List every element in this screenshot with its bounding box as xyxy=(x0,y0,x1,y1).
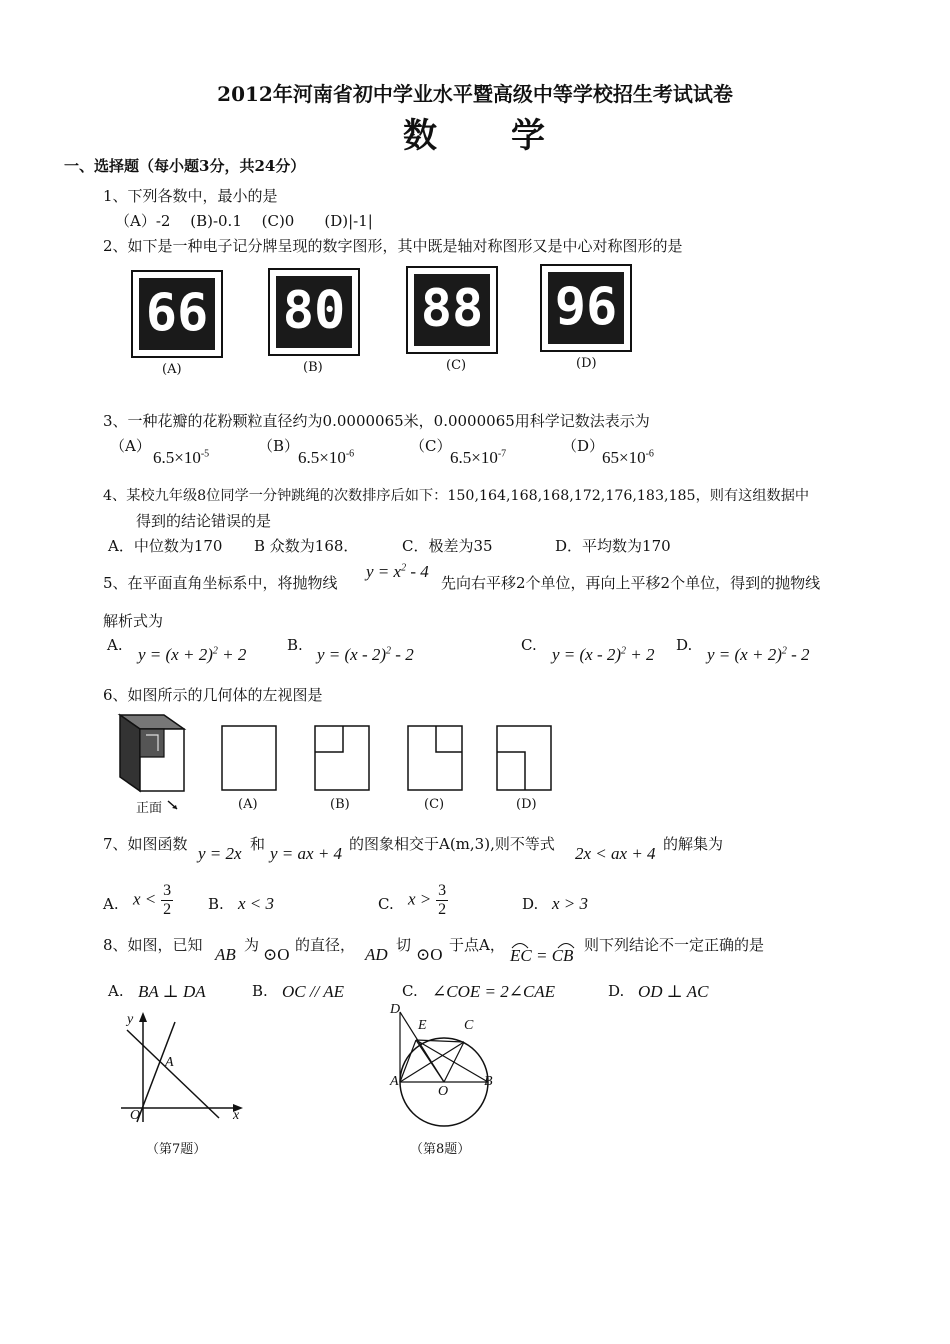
q7-label-a: A. xyxy=(103,895,119,913)
q5-option-a: $y = (x + 2)^2 + 2$ xyxy=(138,645,247,664)
q7-stem-c: 的解集为 xyxy=(663,835,724,853)
q7-inequality: 2x < ax + 4 xyxy=(575,844,656,863)
q8-circle-figure xyxy=(386,1002,506,1138)
q5-label-a: A. xyxy=(107,636,123,654)
q5-label-b: B. xyxy=(287,636,303,654)
scoreboard-b xyxy=(268,268,360,356)
q8-label-b: B. xyxy=(252,982,268,1000)
q6-label-a: (A) xyxy=(238,797,258,812)
q3-label-a: （A） xyxy=(110,437,151,455)
q5-stem-a: 5、在平面直角坐标系中，将抛物线 xyxy=(103,574,338,592)
q5-label-d: D. xyxy=(676,636,693,654)
q8-option-d: OD ⊥ AC xyxy=(638,982,709,1001)
q6-view-a xyxy=(220,724,278,792)
scoreboard-d xyxy=(540,264,632,352)
q3-option-a: $6.5\times 10^{-5}$ xyxy=(153,448,210,467)
q8-option-b: OC // AE xyxy=(282,982,345,1001)
exam-title: 2012年河南省初中学业水平暨高级中等学校招生考试试卷 xyxy=(217,82,733,106)
q7-option-b: x < 3 xyxy=(238,894,275,913)
q7-stem-b: 的图象相交于A(m,3),则不等式 xyxy=(349,835,555,853)
fig8-c-label: C xyxy=(464,1018,474,1033)
front-arrow-icon xyxy=(166,799,180,811)
q5-stem-line2: 解析式为 xyxy=(103,612,164,630)
fig8-e-label: E xyxy=(418,1018,427,1033)
fig8-a-label: A xyxy=(390,1074,399,1089)
q7-function-1: y = 2x xyxy=(198,844,242,863)
q7-option-c: x > $\frac{3}{2}$ xyxy=(408,882,447,918)
q6-stem: 6、如图所示的几何体的左视图是 xyxy=(103,686,323,704)
q5-option-d: $y = (x + 2)^2 - 2$ xyxy=(707,645,810,664)
q1-stem: 1、下列各数中，最小的是 xyxy=(103,187,278,205)
q6-label-b: (B) xyxy=(330,797,350,812)
fig8-o-label: O xyxy=(438,1084,449,1099)
fig7-y-label: y xyxy=(127,1012,134,1027)
q4-option-a: A．中位数为170 xyxy=(108,537,223,555)
q8-stem-c: 于点A， xyxy=(449,936,505,954)
q2-label-a: (A) xyxy=(162,362,182,377)
q2-label-b: (B) xyxy=(303,360,323,375)
q7-function-2: y = ax + 4 xyxy=(270,844,343,863)
digits-d: 96 xyxy=(548,272,624,344)
q5-option-b: y = (x - 2)$^2$ - 2 xyxy=(317,645,414,664)
q7-and: 和 xyxy=(250,835,266,853)
q3-option-b: $6.5\times 10^{-6}$ xyxy=(298,448,355,467)
q8-stem-d: 则下列结论不一定正确的是 xyxy=(584,936,765,954)
q3-stem: 3、一种花瓣的花粉颗粒直径约为0.0000065米，0.0000065用科学记数法表示为 xyxy=(103,412,650,430)
q8-wei: 为 xyxy=(244,936,260,954)
q5-option-c: y = (x - 2)$^2$ + 2 xyxy=(552,645,655,664)
q4-option-d: D．平均数为170 xyxy=(555,537,671,555)
digits-a: 66 xyxy=(139,278,215,350)
q8-arc-equality: EC = CB xyxy=(510,946,574,965)
q8-label-d: D. xyxy=(608,982,625,1000)
q3-option-c: $6.5\times 10^{-7}$ xyxy=(450,448,507,467)
fig8-caption: （第8题） xyxy=(410,1142,471,1157)
q6-front-label: 正面 xyxy=(136,801,163,816)
fig7-point-a-label: A xyxy=(165,1055,174,1070)
q6-solid-figure xyxy=(112,705,192,795)
q7-label-c: C. xyxy=(378,895,394,913)
scoreboard-a xyxy=(131,270,223,358)
fig7-origin-label: O xyxy=(130,1108,141,1123)
subject-title: 数 学 xyxy=(403,116,547,156)
fig7-x-label: x xyxy=(233,1108,240,1123)
q7-stem-a: 7、如图函数 xyxy=(103,835,188,853)
q3-label-b: （B） xyxy=(258,437,300,455)
fig7-caption: （第7题） xyxy=(146,1142,207,1157)
q7-option-d: x > 3 xyxy=(552,894,589,913)
q6-view-d xyxy=(495,724,553,792)
q2-label-c: (C) xyxy=(446,358,467,373)
q8-qie: 切 xyxy=(396,936,412,954)
q8-stem-b: 的直径， xyxy=(295,936,356,954)
digits-c: 88 xyxy=(414,274,490,346)
q2-label-d: (D) xyxy=(576,356,597,371)
q2-stem: 2、如下是一种电子记分牌呈现的数字图形，其中既是轴对称图形又是中心对称图形的是 xyxy=(103,237,683,255)
q6-view-b xyxy=(313,724,371,792)
q7-label-d: D. xyxy=(522,895,539,913)
q8-ab: AB xyxy=(215,945,236,964)
q7-option-a: x < $\frac{3}{2}$ xyxy=(133,882,172,918)
q8-circle-1: ⊙O xyxy=(263,945,290,964)
q5-parabola: $y = x^2 - 4$ xyxy=(366,562,429,581)
q6-view-c xyxy=(406,724,464,792)
q8-label-a: A. xyxy=(108,982,124,1000)
q8-label-c: C. xyxy=(402,982,418,1000)
q6-label-d: (D) xyxy=(516,797,537,812)
fig8-b-label: B xyxy=(484,1074,493,1089)
q8-circle-2: ⊙O xyxy=(416,945,443,964)
q8-ad: AD xyxy=(365,945,388,964)
scoreboard-c xyxy=(406,266,498,354)
q8-stem-a: 8、如图，已知 xyxy=(103,936,203,954)
q1-options: （A）-2 (B)-0.1 (C)0 (D)|-1| xyxy=(115,212,373,230)
fig8-d-label: D xyxy=(390,1002,401,1017)
q5-label-c: C. xyxy=(521,636,537,654)
q8-option-a: BA ⊥ DA xyxy=(138,982,206,1001)
digits-b: 80 xyxy=(276,276,352,348)
q3-label-d: （D） xyxy=(562,437,605,455)
q4-option-c: C．极差为35 xyxy=(402,537,493,555)
q6-label-c: (C) xyxy=(424,797,445,812)
section-heading: 一、选择题（每小题3分，共24分） xyxy=(64,157,306,175)
q4-stem-line2: 得到的结论错误的是 xyxy=(136,512,272,530)
q3-option-d: $65\times 10^{-6}$ xyxy=(602,448,654,467)
q4-stem-line1: 4、某校九年级8位同学一分钟跳绳的次数排序后如下：150,164,168,168,172,176,183,185，则有这组数据中 xyxy=(103,488,810,504)
q3-label-c: （C） xyxy=(410,437,452,455)
q8-option-c: ∠COE = 2∠CAE xyxy=(432,982,556,1001)
q5-stem-b: 先向右平移2个单位，再向上平移2个单位，得到的抛物线 xyxy=(441,574,821,592)
q7-label-b: B. xyxy=(208,895,224,913)
q4-option-b: B 众数为168． xyxy=(254,537,359,555)
